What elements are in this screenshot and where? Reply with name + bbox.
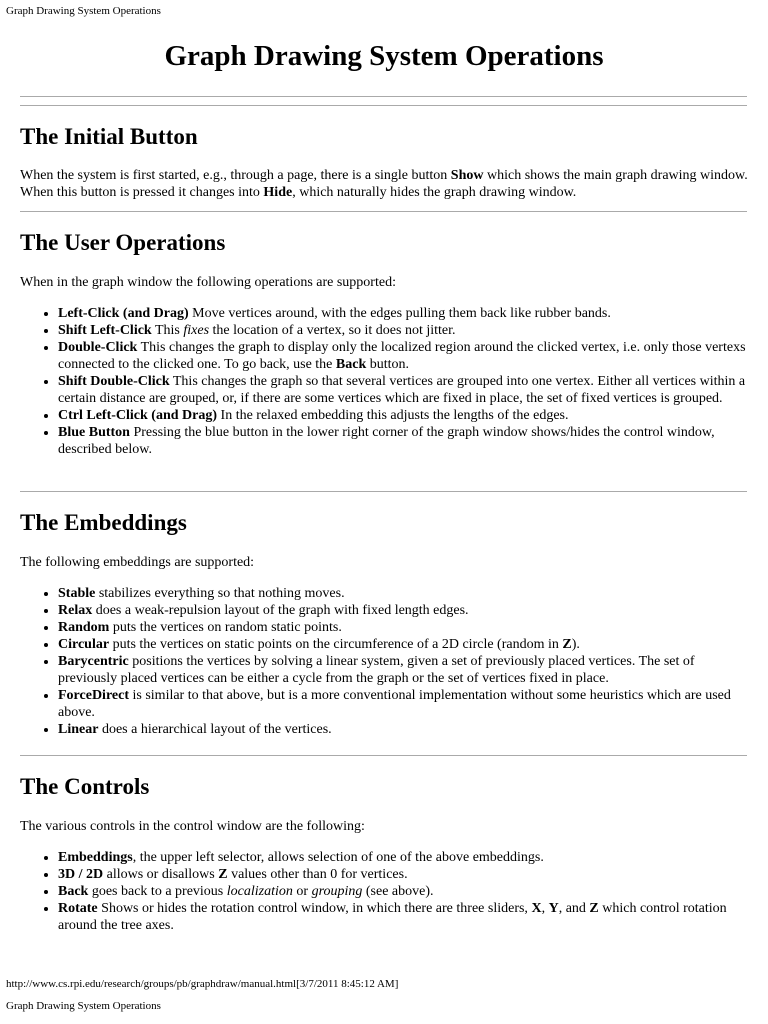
section-divider [20,491,747,492]
initial-paragraph [20,167,750,201]
item-term: ForceDirect [58,688,129,704]
list-item [58,339,750,373]
list-item [58,687,750,721]
list-item [58,373,750,407]
item-text: (see above). [362,884,434,900]
item-term: Random [58,620,110,636]
section-embeddings [20,510,750,738]
item-emphasis: localization [226,884,293,900]
controls-intro: The various controls in the control window are the following: [20,819,365,835]
list-item [58,849,750,866]
text-run: When the system is first started, e.g., through a page, there is a single button [20,168,451,184]
list-item [58,636,750,653]
section-user-operations [20,230,750,458]
item-text: puts the vertices on random static points. [109,620,342,636]
list-item [58,407,750,424]
item-text: is similar to that above, but is a more conventional implementation without some heuristics which are used above. [58,688,731,721]
print-footer-url: http://www.cs.rpi.edu/research/groups/pb/graphdraw/manual.html[3/7/2011 8:45:12 AM] [6,978,399,990]
list-item [58,883,750,900]
list-item [58,585,750,602]
item-term: Linear [58,722,99,738]
item-text: or [292,884,312,900]
list-item [58,721,750,738]
item-bold: Z [562,637,572,653]
item-emphasis: fixes [183,323,210,339]
item-text: Pressing the blue button in the lower right corner of the graph window shows/hides the control window, described below. [58,425,715,458]
item-text: This [151,323,184,339]
item-text: , [541,901,549,917]
item-text: button. [366,357,410,373]
item-text: This changes the graph so that several vertices are grouped into one vertex. Either all vertices within a certain distance are grouped, or, if there are some vertices which are fixed in place, the set of fixed vertices is grouped. [58,374,746,407]
list-item [58,619,750,636]
item-text: stabilizes everything so that nothing moves. [95,586,345,602]
item-bold: Back [335,357,367,373]
item-bold: Z [589,901,599,917]
item-text: goes back to a previous [88,884,227,900]
item-bold: Y [548,901,559,917]
item-term: Ctrl Left-Click (and Drag) [58,408,218,424]
section-controls [20,774,750,934]
item-term: Shift Double-Click [58,374,170,390]
item-term: Rotate [58,901,98,917]
item-term: Barycentric [58,654,129,670]
item-text: the location of a vertex, so it does not jitter. [209,323,456,339]
item-text: puts the vertices on static points on the circumference of a 2D circle (random in [109,637,563,653]
item-text: positions the vertices by solving a linear system, given a set of previously placed vertices. The set of previously placed vertices can be either a cycle from the graph or the set of vertices fixed in place. [58,654,695,687]
item-term: Embeddings [58,850,133,866]
section-divider [20,755,747,756]
embeddings-list [20,585,750,738]
list-item [58,305,750,322]
user-ops-list [20,305,750,458]
text-run: , which naturally hides the graph drawing window. [292,185,577,201]
item-term: Blue Button [58,425,130,441]
item-term: Back [58,884,89,900]
item-emphasis: grouping [311,884,363,900]
item-bold: X [531,901,542,917]
heading-controls: The Controls [20,774,150,799]
item-text: Move vertices around, with the edges pulling them back like rubber bands. [188,306,611,322]
item-text: , the upper left selector, allows selection of one of the above embeddings. [132,850,544,866]
title-divider [20,96,747,106]
heading-embeddings: The Embeddings [20,510,187,535]
text-run: which shows the main graph drawing window. When this button is pressed it changes into [20,168,748,201]
item-text: which control rotation around the tree axes. [58,901,727,934]
user-ops-intro: When in the graph window the following operations are supported: [20,275,396,291]
print-header: Graph Drawing System Operations [6,5,161,17]
item-text: , and [558,901,590,917]
list-item [58,424,750,458]
item-text: ). [571,637,580,653]
list-item [58,866,750,883]
item-text: allows or disallows [103,867,219,883]
item-term: 3D / 2D [58,867,104,883]
item-text: Shows or hides the rotation control window, in which there are three sliders, [97,901,532,917]
page-title: Graph Drawing System Operations [164,40,604,72]
item-text: does a weak-repulsion layout of the graph with fixed length edges. [92,603,469,619]
item-term: Stable [58,586,96,602]
item-term: Left-Click (and Drag) [58,306,189,322]
item-text: In the relaxed embedding this adjusts the lengths of the edges. [217,408,569,424]
controls-list [20,849,750,934]
item-term: Relax [58,603,93,619]
item-bold: Z [218,867,228,883]
item-text: does a hierarchical layout of the vertices. [98,722,332,738]
section-initial-button [20,124,750,201]
hide-term: Hide [263,185,293,201]
embeddings-intro: The following embeddings are supported: [20,555,255,571]
item-text: This changes the graph to display only the localized region around the clicked vertex, i.e. only those vertexs connected to the clicked one. To go back, use the [58,340,746,373]
list-item [58,900,750,934]
print-footer-title: Graph Drawing System Operations [6,1000,161,1012]
list-item [58,322,750,339]
item-term: Circular [58,637,110,653]
item-term: Shift Left-Click [58,323,152,339]
heading-initial-button: The Initial Button [20,124,198,149]
list-item [58,602,750,619]
item-text: values other than 0 for vertices. [227,867,408,883]
section-divider [20,211,747,212]
list-item [58,653,750,687]
show-term: Show [450,168,484,184]
heading-user-operations: The User Operations [20,230,226,255]
item-term: Double-Click [58,340,138,356]
